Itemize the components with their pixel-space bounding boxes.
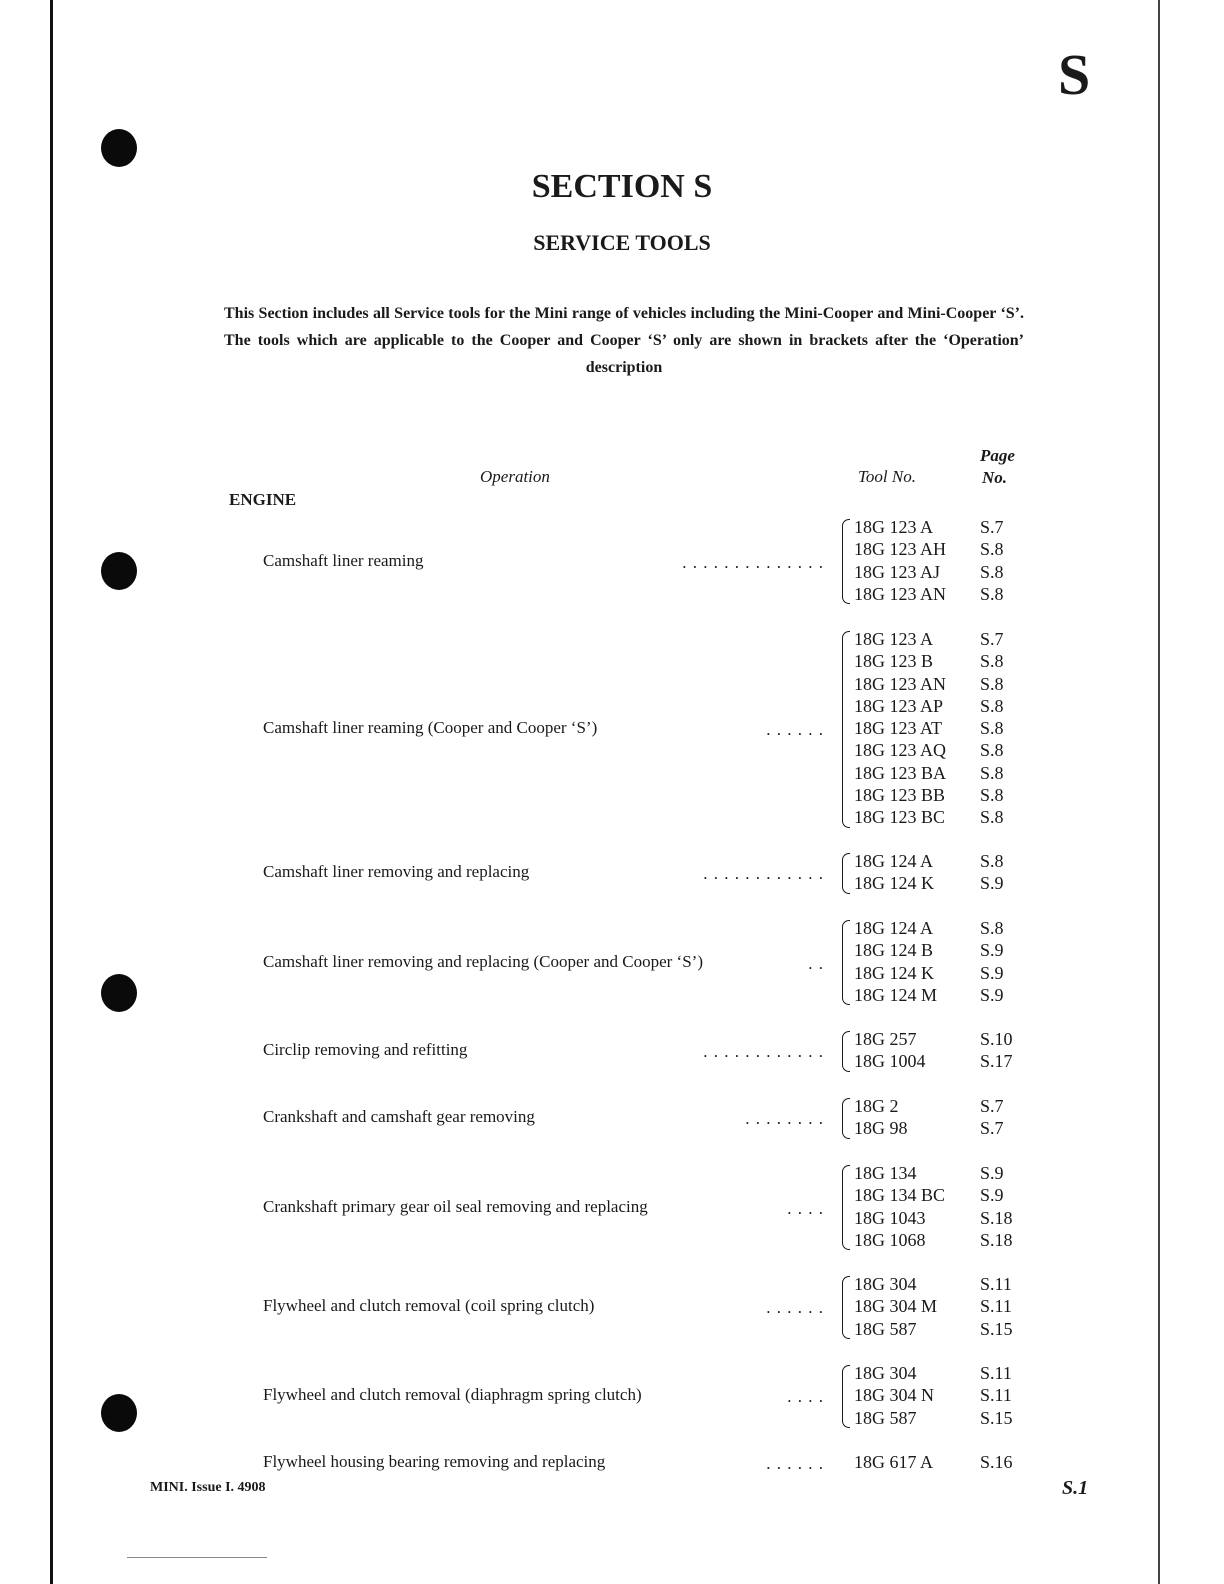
tool-number: 18G 123 AP <box>854 695 944 716</box>
tool-number: 18G 134 BC <box>854 1185 946 1206</box>
operation-label: Camshaft liner removing and replacing <box>263 862 530 882</box>
tool-number: 18G 304 N <box>854 1385 934 1406</box>
page-reference: S.8 <box>980 740 1004 761</box>
bracket-brace <box>842 920 850 1005</box>
operation-label: Camshaft liner removing and replacing (Cooper and Cooper ‘S’) <box>263 951 703 971</box>
bracket-brace <box>842 1365 850 1428</box>
tool-number: 18G 123 AJ <box>854 561 941 582</box>
tool-number: 18G 2 <box>854 1096 899 1116</box>
tool-number: 18G 617 A <box>854 1452 934 1472</box>
tool-number: 18G 123 AN <box>854 583 947 604</box>
tool-number: 18G 134 <box>854 1163 917 1183</box>
page-reference: S.8 <box>980 762 1004 783</box>
page-reference: S.8 <box>980 695 1004 716</box>
leader-dots: . . . . <box>787 1387 824 1407</box>
binder-hole <box>101 974 137 1012</box>
operation-label: Camshaft liner reaming (Cooper and Cooper ‘S’) <box>263 718 598 738</box>
binder-hole <box>101 1394 137 1432</box>
tool-number: 18G 98 <box>854 1118 908 1139</box>
tool-number: 18G 124 B <box>854 940 934 961</box>
tool-number: 18G 123 BA <box>854 762 947 783</box>
page-reference: S.7 <box>980 1096 1004 1116</box>
bracket-brace <box>842 519 850 604</box>
intro-paragraph: This Section includes all Service tools for the Mini range of vehicles including the Mini-Cooper and Mini-Cooper ‘S’. The tools which are applicable to the Cooper and Cooper ‘S’ only are shown in brackets after the ‘Operation’ description <box>224 305 1024 376</box>
page-reference: S.9 <box>980 984 1004 1005</box>
bracket-brace <box>842 631 850 828</box>
operation-label: Camshaft liner reaming <box>263 550 424 570</box>
page-reference: S.8 <box>980 918 1004 938</box>
page-reference: S.7 <box>980 629 1004 649</box>
bracket-brace <box>842 1031 850 1072</box>
tool-number: 18G 123 A <box>854 629 934 649</box>
leader-dots: . . . . . . <box>766 720 824 740</box>
tool-number: 18G 124 M <box>854 984 938 1005</box>
tool-number: 18G 1004 <box>854 1051 926 1072</box>
tool-number: 18G 123 A <box>854 517 934 537</box>
tool-number: 18G 123 AN <box>854 673 947 694</box>
operation-label: Flywheel and clutch removal (diaphragm spring clutch) <box>263 1385 642 1405</box>
tool-number: 18G 123 BB <box>854 785 946 806</box>
operation-label: Flywheel housing bearing removing and replacing <box>263 1452 606 1472</box>
bracket-brace <box>842 853 850 894</box>
tool-number: 18G 1068 <box>854 1229 926 1250</box>
leader-dots: . . . . . . . . . . . . <box>703 864 824 884</box>
page-no-header-line2: No. <box>982 468 1008 487</box>
page-reference: S.15 <box>980 1407 1013 1428</box>
binder-hole <box>101 552 137 590</box>
leader-dots: . . . . . . <box>766 1298 824 1318</box>
tool-no-header: Tool No. <box>858 467 916 486</box>
tool-number: 18G 257 <box>854 1029 917 1049</box>
page-reference: S.7 <box>980 1118 1004 1139</box>
tool-number: 18G 304 <box>854 1363 917 1383</box>
bottom-rule <box>127 1557 267 1558</box>
page-reference: S.11 <box>980 1296 1012 1317</box>
tool-number: 18G 123 AT <box>854 718 943 739</box>
binder-hole <box>101 129 137 167</box>
page-reference: S.8 <box>980 718 1004 739</box>
footer-issue: MINI. Issue I. 4908 <box>150 1480 266 1495</box>
tool-number: 18G 123 AH <box>854 539 947 560</box>
leader-dots: . . . . . . . . <box>745 1109 824 1129</box>
tool-number: 18G 123 BC <box>854 807 946 828</box>
leader-dots: . . . . . . <box>766 1454 824 1474</box>
page-reference: S.8 <box>980 539 1004 560</box>
tool-number: 18G 123 AQ <box>854 740 947 761</box>
page-reference: S.9 <box>980 1163 1004 1183</box>
page-reference: S.18 <box>980 1207 1013 1228</box>
page-reference: S.8 <box>980 651 1004 672</box>
operation-label: Flywheel and clutch removal (coil spring clutch) <box>263 1296 595 1316</box>
page-reference: S.11 <box>980 1385 1012 1406</box>
page-reference: S.17 <box>980 1051 1013 1072</box>
page-reference: S.8 <box>980 807 1004 828</box>
page-title: SECTION S <box>531 168 713 205</box>
bracket-brace <box>842 1276 850 1339</box>
page-reference: S.15 <box>980 1318 1013 1339</box>
page-reference: S.16 <box>980 1452 1013 1472</box>
tool-number: 18G 304 M <box>854 1296 938 1317</box>
page-reference: S.8 <box>980 785 1004 806</box>
page-reference: S.9 <box>980 1185 1004 1206</box>
leader-dots: . . . . <box>787 1198 824 1218</box>
tool-number: 18G 123 B <box>854 651 934 672</box>
page-reference: S.8 <box>980 851 1004 871</box>
page-reference: S.8 <box>980 561 1004 582</box>
page-no-header-line1: Page <box>980 446 1015 465</box>
page-reference: S.7 <box>980 517 1004 537</box>
page-reference: S.10 <box>980 1029 1013 1049</box>
tool-number: 18G 304 <box>854 1274 917 1294</box>
tool-number: 18G 124 K <box>854 962 934 983</box>
operation-label: Circlip removing and refitting <box>263 1040 468 1060</box>
section-letter: S <box>1058 42 1091 107</box>
tool-number: 18G 587 <box>854 1318 917 1339</box>
page-reference: S.8 <box>980 673 1004 694</box>
page-reference: S.9 <box>980 962 1004 983</box>
bracket-brace <box>842 1165 850 1250</box>
leader-dots: . . . . . . . . . . . . <box>703 1042 824 1062</box>
tool-number: 18G 124 A <box>854 851 934 871</box>
leader-dots: . . <box>808 953 824 973</box>
tool-number: 18G 1043 <box>854 1207 926 1228</box>
bracket-brace <box>842 1098 850 1139</box>
operation-label: Crankshaft primary gear oil seal removing and replacing <box>263 1196 648 1216</box>
page-reference: S.11 <box>980 1274 1012 1294</box>
page-reference: S.9 <box>980 940 1004 961</box>
footer-page-number: S.1 <box>1062 1477 1089 1499</box>
page-reference: S.18 <box>980 1229 1013 1250</box>
tool-number: 18G 587 <box>854 1407 917 1428</box>
tool-number: 18G 124 K <box>854 873 934 894</box>
operation-header: Operation <box>480 467 550 486</box>
leader-dots: . . . . . . . . . . . . . . <box>682 552 824 572</box>
tool-number: 18G 124 A <box>854 918 934 938</box>
page-reference: S.8 <box>980 583 1004 604</box>
group-heading-engine: ENGINE <box>229 490 297 509</box>
operation-label: Crankshaft and camshaft gear removing <box>263 1107 535 1127</box>
page-subtitle: SERVICE TOOLS <box>533 230 711 255</box>
page-reference: S.9 <box>980 873 1004 894</box>
page-reference: S.11 <box>980 1363 1012 1383</box>
